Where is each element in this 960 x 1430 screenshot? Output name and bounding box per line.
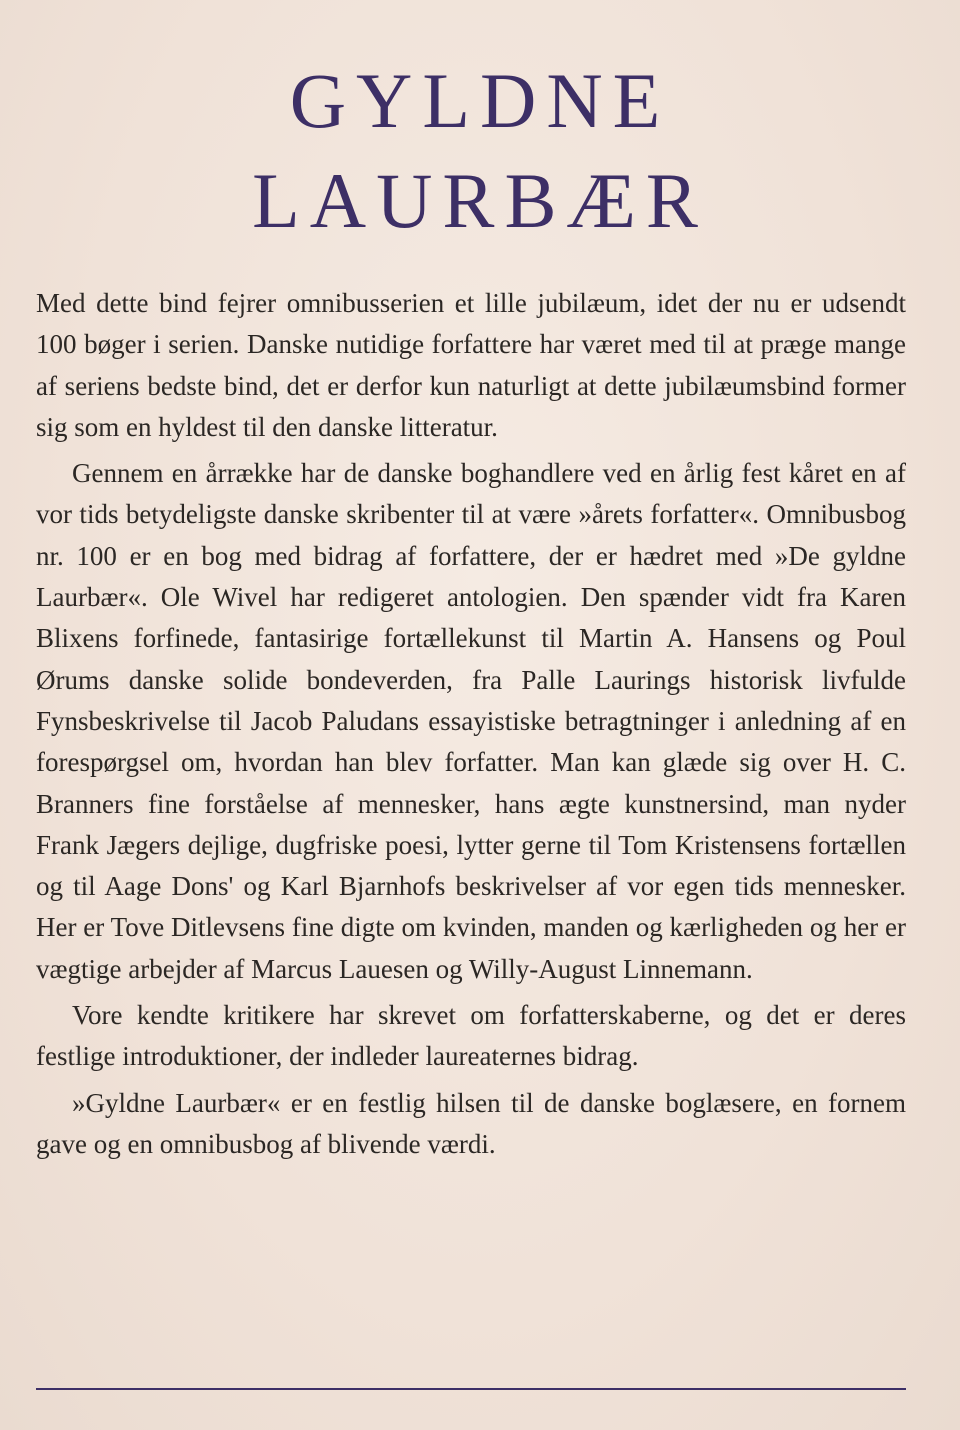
paragraph-2: Gennem en årrække har de danske boghandlere ved en årlig fest kåret en af vor tids betydeligste danske skribenter til at være »årets forfatter«. Omnibusbog nr. 100 er en bog med bidrag af forfattere, der er hædret med »De gyldne Laurbær«. Ole Wivel har redigeret antologien. Den spænder vidt fra Karen Blixens forfinede, fantasirige fortællekunst til Martin A. Hansens og Poul Ørums danske solide bondeverden, fra Palle Laurings historisk livfulde Fynsbeskrivelse til Jacob Paludans essayistiske betragtninger i anledning af en forespørgsel om, hvordan han blev forfatter. Man kan glæde sig over H. C. Branners fine forståelse af mennesker, hans ægte kunstnersind, man nyder Frank Jægers dejlige, dugfriske poesi, lytter gerne til Tom Kristensens fortællen og til Aage Dons' og Karl Bjarnhofs beskrivelser af vor egen tids mennesker. Her er Tove Ditlevsens fine digte om kvinden, manden og kærligheden og her er vægtige arbejder af Marcus Lauesen og Willy-August Linnemann. [36, 458, 906, 984]
title-line-2: LAURBÆR [252, 157, 708, 244]
paragraph-3: Vore kendte kritikere har skrevet om forfatterskaberne, og det er deres festlige introduktioner, der indleder laureaternes bidrag. [36, 1000, 906, 1072]
blurb-text [36, 283, 906, 1170]
title-line-1: GYLDNE [289, 57, 671, 144]
paragraph-1: Med dette bind fejrer omnibusserien et lille jubilæum, idet der nu er udsendt 100 bøger i serien. Danske nutidige forfattere har været med til at præge mange af seriens bedste bind, det er derfor kun naturligt at dette jubilæumsbind former sig som en hyldest til den danske litteratur. [36, 288, 906, 442]
bottom-rule [36, 1388, 906, 1390]
paragraph-4: »Gyldne Laurbær« er en festlig hilsen til de danske boglæsere, en fornem gave og en omnibusbog af blivende værdi. [36, 1087, 906, 1159]
